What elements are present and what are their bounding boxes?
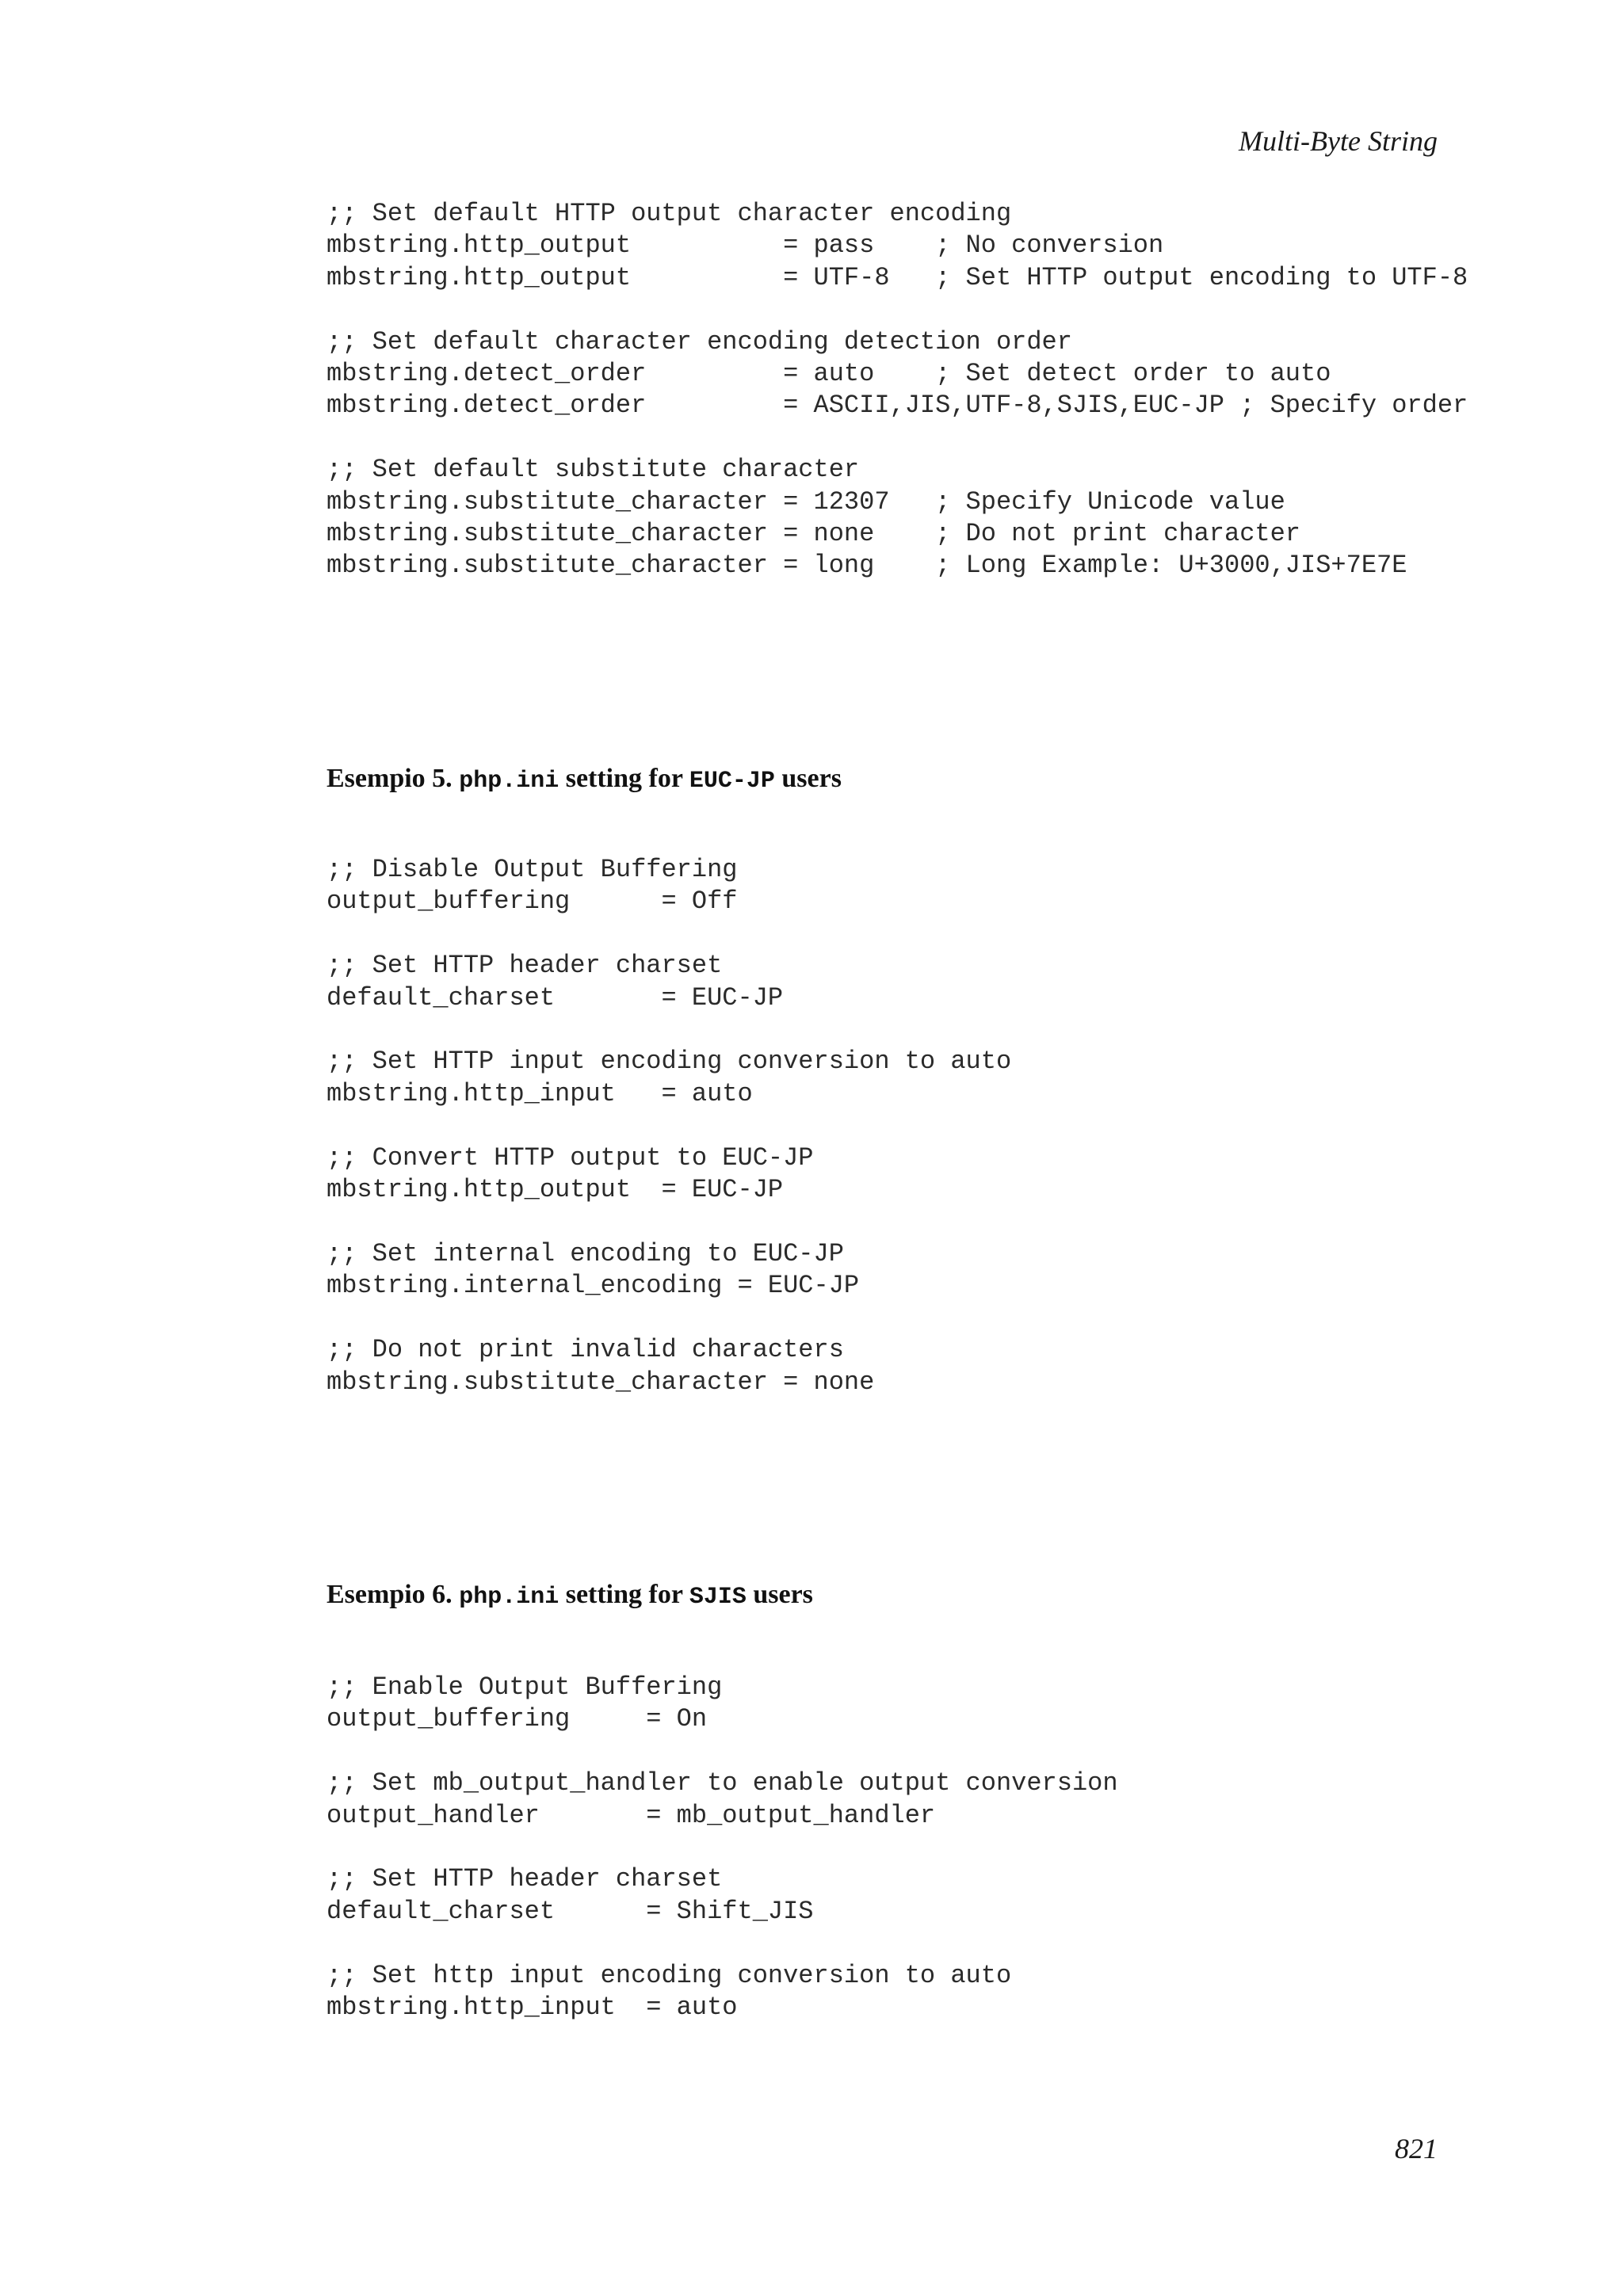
example-6-middle: setting for bbox=[565, 1580, 683, 1609]
example-6-title bbox=[327, 1581, 813, 1609]
example-6-suffix: users bbox=[753, 1580, 813, 1609]
example-5-middle: setting for bbox=[565, 764, 683, 793]
example-5-filename: php.ini bbox=[459, 768, 559, 795]
page-number: 821 bbox=[1395, 2133, 1438, 2164]
example-5-prefix: Esempio 5. bbox=[327, 764, 453, 793]
example-5-suffix: users bbox=[781, 764, 842, 793]
example-6-prefix: Esempio 6. bbox=[327, 1580, 453, 1609]
example-5-encoding: EUC-JP bbox=[689, 768, 775, 795]
example-6-encoding: SJIS bbox=[689, 1584, 747, 1611]
example-6-filename: php.ini bbox=[459, 1584, 559, 1611]
code-block-sjis: ;; Enable Output Buffering output_buffering = On ;; Set mb_output_handler to enable output conversion output_handler = mb_output_handler ;; Set HTTP header charset default_charset = Shift_JIS ;; Set http input encoding conversion to auto mbstring.http_input = auto bbox=[327, 1672, 1118, 2023]
code-block-http-output: ;; Set default HTTP output character encoding mbstring.http_output = pass ; No conversion mbstring.http_output = UTF-8 ; Set HTTP output encoding to UTF-8 ;; Set default character encoding detection order mbstring.detect_order = auto ; Set detect order to auto mbstring.detect_order = ASCII,JIS,UTF-8,SJIS,EUC-JP ; Specify order ;; Set default substitute character mbstring.substitute_character = 12307 ; Specify Unicode value mbstring.substitute_character = none ; Do not print character mbstring.substitute_character = long ; Long Example: U+3000,JIS+7E7E bbox=[327, 199, 1468, 581]
running-header: Multi-Byte String bbox=[1239, 125, 1438, 157]
code-block-euc-jp: ;; Disable Output Buffering output_buffering = Off ;; Set HTTP header charset default_charset = EUC-JP ;; Set HTTP input encoding conversion to auto mbstring.http_input = auto ;; Convert HTTP output to EUC-JP mbstring.http_output = EUC-JP ;; Set internal encoding to EUC-JP mbstring.internal_encoding = EUC-JP ;; Do not print invalid characters mbstring.substitute_character = none bbox=[327, 855, 1012, 1397]
example-5-title bbox=[327, 765, 842, 793]
